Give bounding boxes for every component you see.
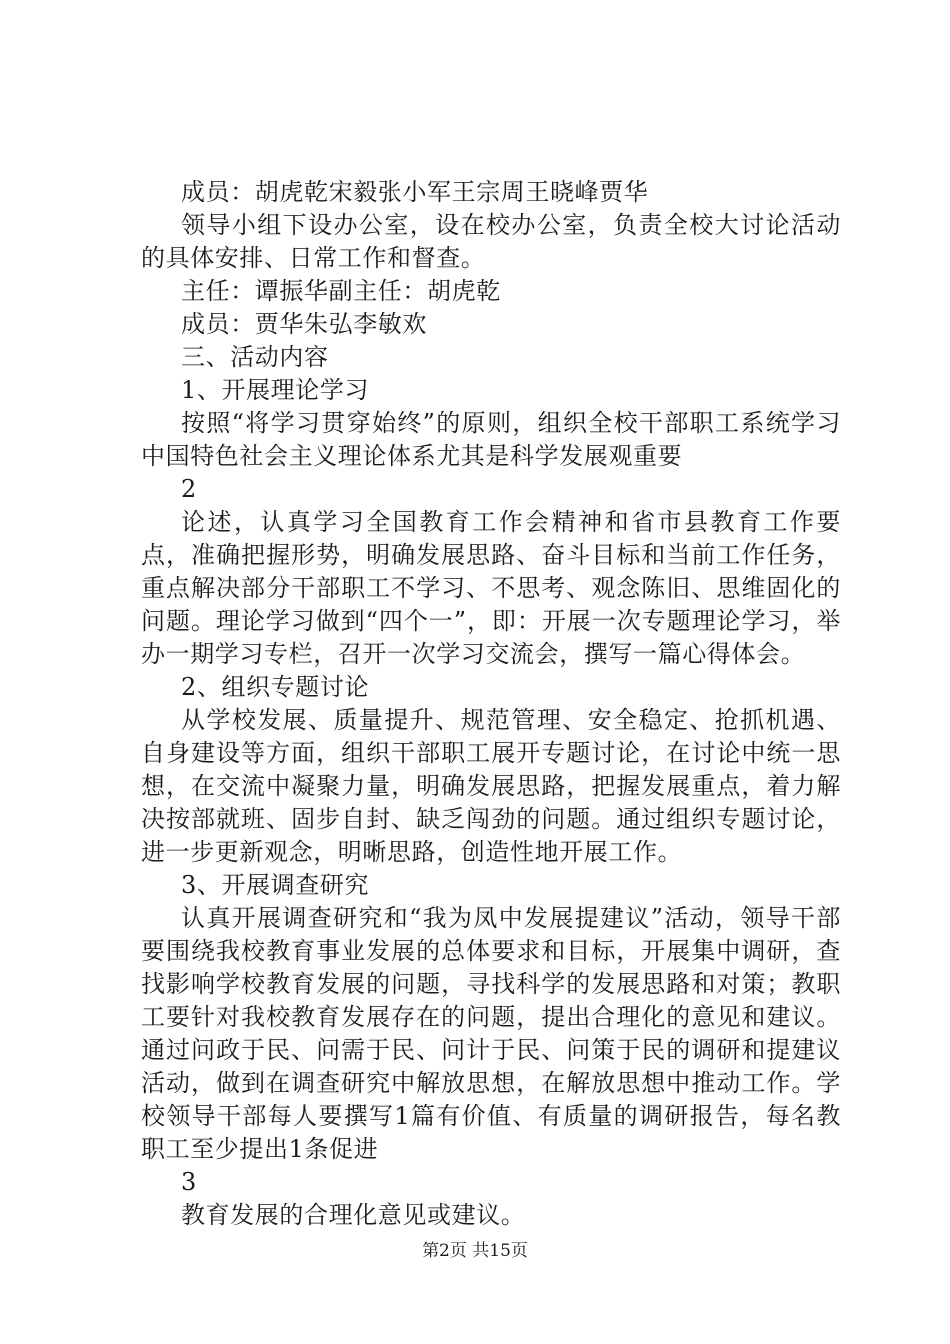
item-1-paragraph-part-2: 论述，认真学习全国教育工作会精神和省市县教育工作要点，准确把握形势，明确发展思路、奋斗目标和当前工作任务，重点解决部分干部职工不学习、不思考、观念陈旧、思维固化的问题。理论学习做到“四个一”，即：开展一次专题理论学习，举办一期学习专栏，召开一次学习交流会，撰写一篇心得体会。: [141, 508, 841, 668]
members-line-2: 成员：贾华朱弘李敏欢: [181, 310, 427, 338]
inline-page-number-3: 3: [181, 1168, 197, 1196]
item-1-paragraph-part-1: 按照“将学习贯穿始终”的原则，组织全校干部职工系统学习中国特色社会主义理论体系尤其是科学发展观重要: [141, 409, 841, 470]
item-heading-3: 3、开展调查研究: [181, 871, 370, 899]
section-heading-3: 三、活动内容: [181, 343, 329, 371]
page-footer: 第2页 共15页: [422, 1241, 528, 1261]
item-2-paragraph: 从学校发展、质量提升、规范管理、安全稳定、抢抓机遇、自身建设等方面，组织干部职工展开专题讨论，在讨论中统一思想，在交流中凝聚力量，明确发展思路，把握发展重点，着力解决按部就班、固步自封、缺乏闯劲的问题。通过组织专题讨论，进一步更新观念，明晰思路，创造性地开展工作。: [141, 706, 841, 866]
director-line: 主任：谭振华副主任：胡虎乾: [181, 277, 501, 305]
members-line-1: 成员：胡虎乾宋毅张小军王宗周王晓峰贾华: [181, 178, 649, 206]
item-heading-1: 1、开展理论学习: [181, 376, 370, 404]
inline-page-number-2: 2: [181, 475, 197, 503]
item-3-paragraph-part-1: 认真开展调查研究和“我为凤中发展提建议”活动，领导干部要围绕我校教育事业发展的总体要求和目标，开展集中调研，查找影响学校教育发展的问题，寻找科学的发展思路和对策；教职工要针对我校教育发展存在的问题，提出合理化的意见和建议。通过问政于民、问需于民、问计于民、问策于民的调研和提建议活动，做到在调查研究中解放思想，在解放思想中推动工作。学校领导干部每人要撰写1篇有价值、有质量的调研报告，每名教职工至少提出1条促进: [141, 904, 841, 1163]
office-paragraph: 领导小组下设办公室，设在校办公室，负责全校大讨论活动的具体安排、日常工作和督查。: [141, 211, 841, 272]
item-3-paragraph-part-2: 教育发展的合理化意见或建议。: [181, 1201, 526, 1229]
item-heading-2: 2、组织专题讨论: [181, 673, 370, 701]
document-body: [141, 176, 841, 1232]
